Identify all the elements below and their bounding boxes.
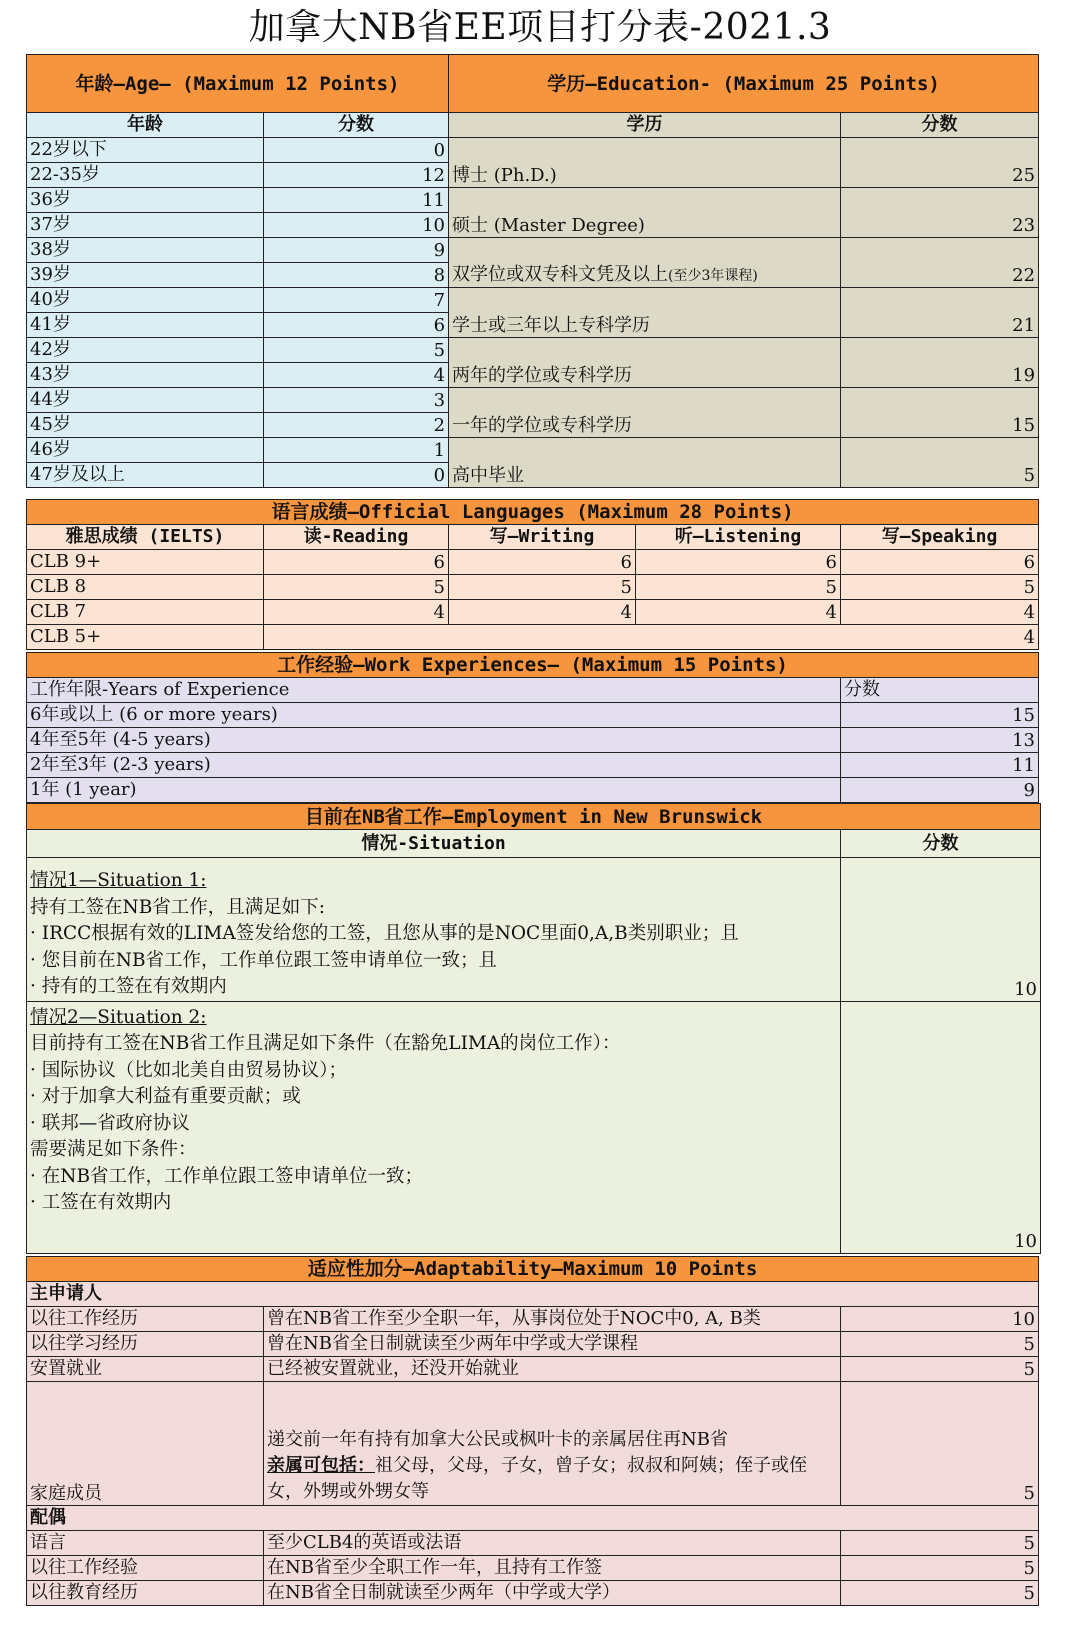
principal-row-score: 5: [841, 1332, 1039, 1357]
lang-row-level: CLB 9+: [27, 550, 264, 575]
age-row-label: 22-35岁: [27, 163, 264, 188]
age-row-score: 12: [264, 163, 449, 188]
principal-row-label: 安置就业: [27, 1357, 264, 1382]
edu-col-score: 分数: [841, 113, 1039, 138]
spouse-row-desc: 在NB省全日制就读至少两年（中学或大学）: [264, 1581, 841, 1606]
principal-row-score: 5: [841, 1357, 1039, 1382]
lang-row-reading: 5: [264, 575, 449, 600]
age-row-score: 1: [264, 438, 449, 463]
age-row-label: 47岁及以上: [27, 463, 264, 488]
age-row-score: 11: [264, 188, 449, 213]
age-row-label: 39岁: [27, 263, 264, 288]
family-label: 家庭成员: [27, 1382, 264, 1506]
age-row-label: 41岁: [27, 313, 264, 338]
situation-2-line: · 联邦—省政府协议: [30, 1112, 190, 1134]
edu-row-score: 25: [841, 138, 1039, 188]
work-header: 工作经验—Work Experiences— (Maximum 15 Points): [27, 653, 1039, 678]
age-row-score: 7: [264, 288, 449, 313]
situation-2-title: 情况2—Situation 2:: [30, 1006, 207, 1028]
work-col-years: 工作年限-Years of Experience: [27, 678, 841, 703]
age-row-score: 4: [264, 363, 449, 388]
spouse-row-label: 以往教育经历: [27, 1581, 264, 1606]
work-row-score: 15: [841, 703, 1039, 728]
work-row-score: 13: [841, 728, 1039, 753]
situation-1-line: · IRCC根据有效的LIMA签发给您的工签，且您从事的是NOC里面0,A,B类别职业；且: [30, 923, 739, 944]
age-row-score: 9: [264, 238, 449, 263]
employment-col-score: 分数: [841, 830, 1041, 858]
family-line-1: 递交前一年有持有加拿大公民或枫叶卡的亲属居住再NB省: [267, 1429, 728, 1450]
age-row-label: 40岁: [27, 288, 264, 313]
employment-col-situation: 情况-Situation: [27, 830, 841, 858]
spouse-row-score: 5: [841, 1581, 1039, 1606]
principal-row-label: 以往工作经历: [27, 1307, 264, 1332]
situation-1-line: · 持有的工签在有效期内: [30, 976, 227, 997]
language-header: 语言成绩—Official Languages (Maximum 28 Points): [27, 500, 1039, 525]
age-header: 年龄—Age— (Maximum 12 Points): [27, 55, 449, 113]
lang-row-writing: 4: [449, 600, 636, 625]
work-row-label: 6年或以上 (6 or more years): [27, 703, 841, 728]
age-row-score: 6: [264, 313, 449, 338]
edu-row-label-text: 双学位或双专科文凭及以上: [452, 264, 669, 285]
edu-row-label: 一年的学位或专科学历: [449, 388, 841, 438]
lang-col-ielts: 雅思成绩 (IELTS): [27, 525, 264, 550]
age-row-label: 37岁: [27, 213, 264, 238]
spouse-row-score: 5: [841, 1531, 1039, 1556]
age-row-score: 8: [264, 263, 449, 288]
work-row-label: 1年 (1 year): [27, 778, 841, 803]
edu-row-label: 两年的学位或专科学历: [449, 338, 841, 388]
family-score: 5: [841, 1382, 1039, 1506]
age-row-score: 0: [264, 463, 449, 488]
edu-row-note: (至少3年课程): [668, 268, 758, 284]
employment-header: 目前在NB省工作—Employment in New Brunswick: [27, 804, 1041, 830]
lang-row-listening: 4: [636, 600, 841, 625]
principal-applicant-label: 主申请人: [27, 1282, 1039, 1307]
edu-row-label: 学士或三年以上专科学历: [449, 288, 841, 338]
age-education-table: [26, 54, 1039, 488]
adaptability-header: 适应性加分—Adaptability—Maximum 10 Points: [27, 1257, 1039, 1282]
age-row-score: 0: [264, 138, 449, 163]
situation-2-line: 目前持有工签在NB省工作且满足如下条件（在豁免LIMA的岗位工作）：: [30, 1033, 621, 1054]
age-row-label: 46岁: [27, 438, 264, 463]
age-row-score: 2: [264, 413, 449, 438]
edu-row-label: 硕士 (Master Degree): [449, 188, 841, 238]
edu-row-score: 5: [841, 438, 1039, 488]
family-relatives-list: 祖父母，父母，子女，曾子女；叔叔和阿姨；侄子或侄女，外甥或外甥女等: [267, 1455, 807, 1502]
situation-1-line: · 您目前在NB省工作，工作单位跟工签申请单位一致；且: [30, 949, 498, 971]
family-desc: [264, 1382, 841, 1506]
spouse-row-label: 语言: [27, 1531, 264, 1556]
age-row-label: 22岁以下: [27, 138, 264, 163]
employment-table: [26, 803, 1041, 1254]
lang-row-level: CLB 8: [27, 575, 264, 600]
lang-col-writing: 写—Writing: [449, 525, 636, 550]
lang-row-speaking: 5: [841, 575, 1039, 600]
lang-row-speaking: 6: [841, 550, 1039, 575]
edu-row-score: 21: [841, 288, 1039, 338]
lang-row-writing: 5: [449, 575, 636, 600]
edu-row-label: 高中毕业: [449, 438, 841, 488]
age-row-label: 36岁: [27, 188, 264, 213]
situation-1-line: 持有工签在NB省工作，且满足如下:: [30, 896, 326, 918]
work-row-score: 11: [841, 753, 1039, 778]
spouse-label: 配偶: [27, 1506, 1039, 1531]
spouse-row-desc: 至少CLB4的英语或法语: [264, 1531, 841, 1556]
adaptability-table: [26, 1256, 1039, 1606]
age-row-label: 42岁: [27, 338, 264, 363]
edu-row-score: 15: [841, 388, 1039, 438]
situation-1-title: 情况1—Situation 1:: [30, 870, 207, 891]
principal-row-desc: 曾在NB省工作至少全职一年，从事岗位处于NOC中0, A, B类: [264, 1307, 841, 1332]
lang-col-listening: 听—Listening: [636, 525, 841, 550]
edu-row-label: 博士 (Ph.D.): [449, 138, 841, 188]
document-title: 加拿大NB省EE项目打分表-2021.3: [248, 7, 832, 48]
lang-col-reading: 读-Reading: [264, 525, 449, 550]
principal-row-desc: 曾在NB省全日制就读至少两年中学或大学课程: [264, 1332, 841, 1357]
principal-row-score: 10: [841, 1307, 1039, 1332]
age-row-score: 5: [264, 338, 449, 363]
lang-row-reading: 6: [264, 550, 449, 575]
age-row-score: 10: [264, 213, 449, 238]
spouse-row-desc: 在NB省至少全职工作一年，且持有工作签: [264, 1556, 841, 1581]
lang-row-speaking: 4: [264, 625, 1039, 650]
work-row-label: 4年至5年 (4-5 years): [27, 728, 841, 753]
work-table: [26, 652, 1039, 803]
situation-2-score: 10: [841, 1001, 1041, 1253]
lang-row-listening: 5: [636, 575, 841, 600]
age-row-label: 38岁: [27, 238, 264, 263]
lang-row-level: CLB 7: [27, 600, 264, 625]
situation-2: [27, 1001, 841, 1253]
situation-2-line: · 在NB省工作，工作单位跟工签申请单位一致；: [30, 1165, 424, 1187]
lang-row-speaking: 4: [841, 600, 1039, 625]
lang-col-speaking: 写—Speaking: [841, 525, 1039, 550]
age-row-label: 45岁: [27, 413, 264, 438]
situation-2-line: · 工签在有效期内: [30, 1192, 172, 1213]
principal-row-desc: 已经被安置就业，还没开始就业: [264, 1357, 841, 1382]
age-row-score: 3: [264, 388, 449, 413]
situation-2-line: · 国际协议（比如北美自由贸易协议）；: [30, 1059, 348, 1081]
edu-row-label: [449, 238, 841, 288]
age-row-label: 43岁: [27, 363, 264, 388]
spouse-row-label: 以往工作经验: [27, 1556, 264, 1581]
situation-1: [27, 858, 841, 1002]
language-table: [26, 499, 1039, 650]
lang-row-listening: 6: [636, 550, 841, 575]
family-relatives-label: 亲属可包括：: [267, 1455, 375, 1476]
lang-row-writing: 6: [449, 550, 636, 575]
principal-row-label: 以往学习经历: [27, 1332, 264, 1357]
edu-row-score: 23: [841, 188, 1039, 238]
situation-2-line: 需要满足如下条件：: [30, 1139, 197, 1160]
lang-row-reading: 4: [264, 600, 449, 625]
age-col-age: 年龄: [27, 113, 264, 138]
age-row-label: 44岁: [27, 388, 264, 413]
work-col-score: 分数: [841, 678, 1039, 703]
lang-row-level: CLB 5+: [27, 625, 264, 650]
education-header: 学历—Education- (Maximum 25 Points): [449, 55, 1039, 113]
edu-row-score: 19: [841, 338, 1039, 388]
situation-1-score: 10: [841, 858, 1041, 1002]
work-row-label: 2年至3年 (2-3 years): [27, 753, 841, 778]
edu-col-edu: 学历: [449, 113, 841, 138]
edu-row-score: 22: [841, 238, 1039, 288]
age-col-score: 分数: [264, 113, 449, 138]
work-row-score: 9: [841, 778, 1039, 803]
situation-2-line: · 对于加拿大利益有重要贡献；或: [30, 1086, 301, 1107]
spouse-row-score: 5: [841, 1556, 1039, 1581]
